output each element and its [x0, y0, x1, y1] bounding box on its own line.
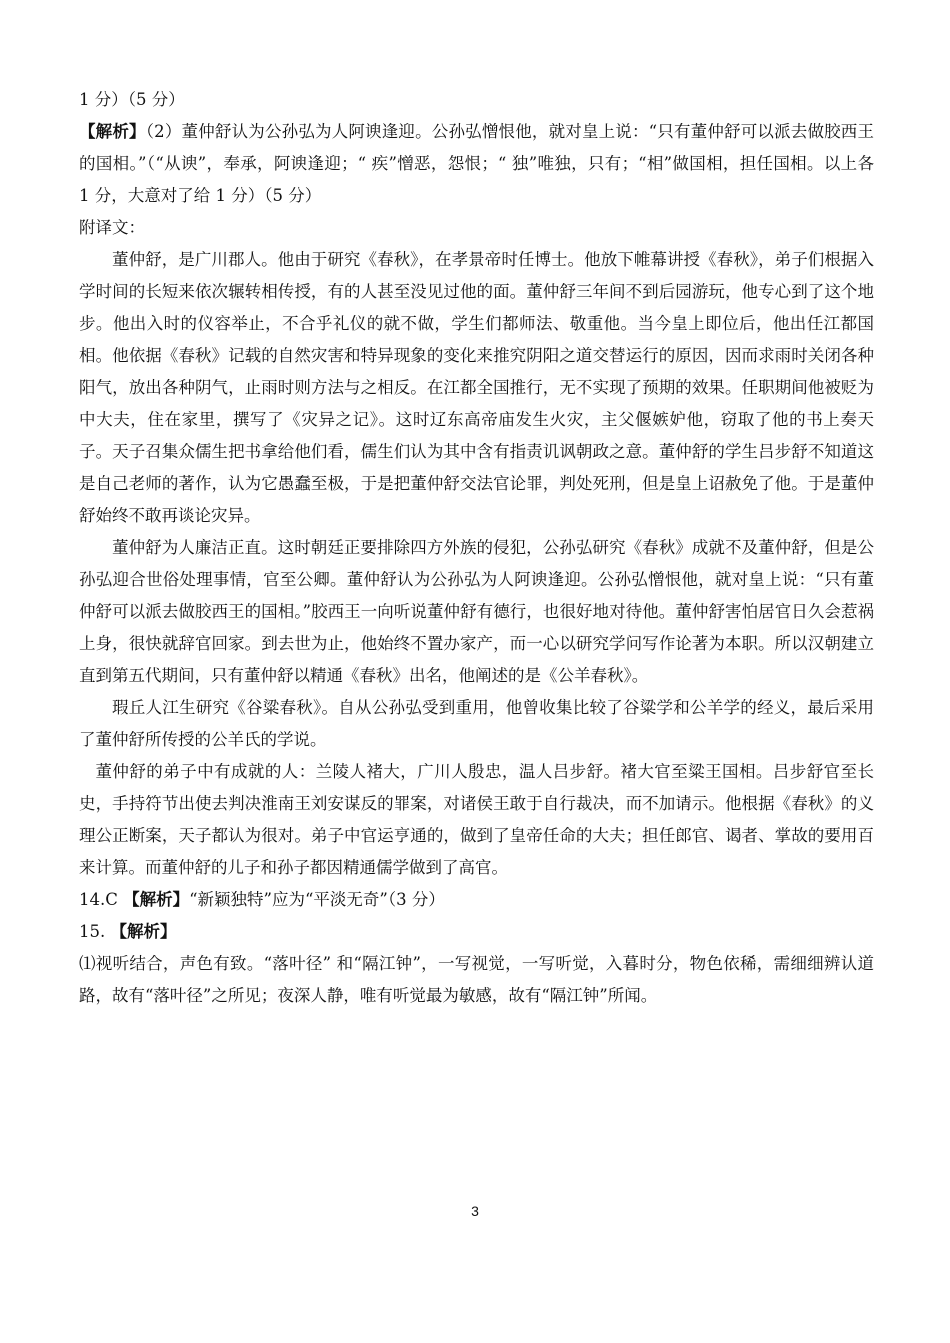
translation-paragraph-1: 董仲舒，是广川郡人。他由于研究《春秋》，在孝景帝时任博士。他放下帷幕讲授《春秋》，弟子们根据入学时间的长短来依次辗转相传授，有的人甚至没见过他的面。董仲舒三年间不到后园游玩，他专心到了这个地步。他出入时的仪容举止，不合乎礼仪的就不做，学生们都师法、敬重他。当今皇上即位后，他出任江都国相。他依据《春秋》记载的自然灾害和特异现象的变化来推究阴阳之道交替运行的原因，因而求雨时关闭各种阳气，放出各种阴气，止雨时则方法与之相反。在江都全国推行，无不实现了预期的效果。任职期间他被贬为中大夫，住在家里，撰写了《灾异之记》。这时辽东高帝庙发生火灾，主父偃嫉妒他，窃取了他的书上奏天子。天子召集众儒生把书拿给他们看，儒生们认为其中含有指责讥讽朝政之意。董仲舒的学生吕步舒不知道这是自己老师的著作，认为它愚蠢至极，于是把董仲舒交法官论罪，判处死刑，但是皇上诏赦免了他。于是董仲舒始终不敢再谈论灾异。	[79, 250, 874, 525]
question-15	[79, 916, 874, 948]
question-15-body: ⑴视听结合，声色有致。“落叶径” 和“隔江钟”，一写视觉，一写听觉，入暮时分，物色依稀，需细细辨认道路，故有“落叶径”之所见；夜深人静，唯有听觉最为敏感，故有“隔江钟”所闻。	[79, 954, 874, 1005]
analysis-label: 【解析】	[79, 122, 146, 141]
question-14-number: 14.C	[79, 890, 124, 909]
analysis-paragraph	[79, 116, 874, 212]
question-14	[79, 884, 874, 916]
analysis-text: （2）董仲舒认为公孙弘为人阿谀逢迎。公孙弘憎恨他，就对皇上说：“只有董仲舒可以派去做胶西王的国相。”（“从谀”，奉承，阿谀逢迎；“ 疾”憎恶，怨恨；“ 独”唯独，只有；“相”做国相，担任国相。以上各 1 分，大意对了给 1 分）（5 分）	[79, 122, 874, 205]
question-14-label: 【解析】	[123, 890, 190, 909]
translation-paragraph-2: 董仲舒为人廉洁正直。这时朝廷正要排除四方外族的侵犯，公孙弘研究《春秋》成就不及董仲舒，但是公孙弘迎合世俗处理事情，官至公卿。董仲舒认为公孙弘为人阿谀逢迎。公孙弘憎恨他，就对皇上说：“只有董仲舒可以派去做胶西王的国相。”胶西王一向听说董仲舒有德行，也很好地对待他。董仲舒害怕居官日久会惹祸上身，很快就辞官回家。到去世为止，他始终不置办家产，而一心以研究学问写作论著为本职。所以汉朝建立直到第五代期间，只有董仲舒以精通《春秋》出名，他阐述的是《公羊春秋》。	[79, 538, 874, 685]
translation-paragraph-4: 董仲舒的弟子中有成就的人：兰陵人褚大，广川人殷忠，温人吕步舒。褚大官至粱王国相。吕步舒官至长史，手持符节出使去判决淮南王刘安谋反的罪案，对诸侯王敢于自行裁决，而不加请示。他根据《春秋》的义理公正断案，天子都认为很对。弟子中官运亨通的，做到了皇帝任命的大夫；担任郎官、谒者、掌故的要用百来计算。而董仲舒的儿子和孙子都因精通儒学做到了高官。	[79, 762, 874, 877]
page-number: 3	[471, 1203, 479, 1219]
question-15-number: 15.	[79, 922, 111, 941]
question-15-label: 【解析】	[110, 922, 177, 941]
answer-score-line: 1 分）（5 分）	[79, 90, 185, 109]
question-14-text: “新颖独特”应为“平淡无奇”（3 分）	[189, 890, 445, 909]
translation-paragraph-3: 瑕丘人江生研究《谷粱春秋》。自从公孙弘受到重用，他曾收集比较了谷粱学和公羊学的经义，最后采用了董仲舒所传授的公羊氏的学说。	[79, 698, 874, 749]
page-content	[79, 84, 874, 1012]
appendix-label: 附译文：	[79, 218, 145, 237]
